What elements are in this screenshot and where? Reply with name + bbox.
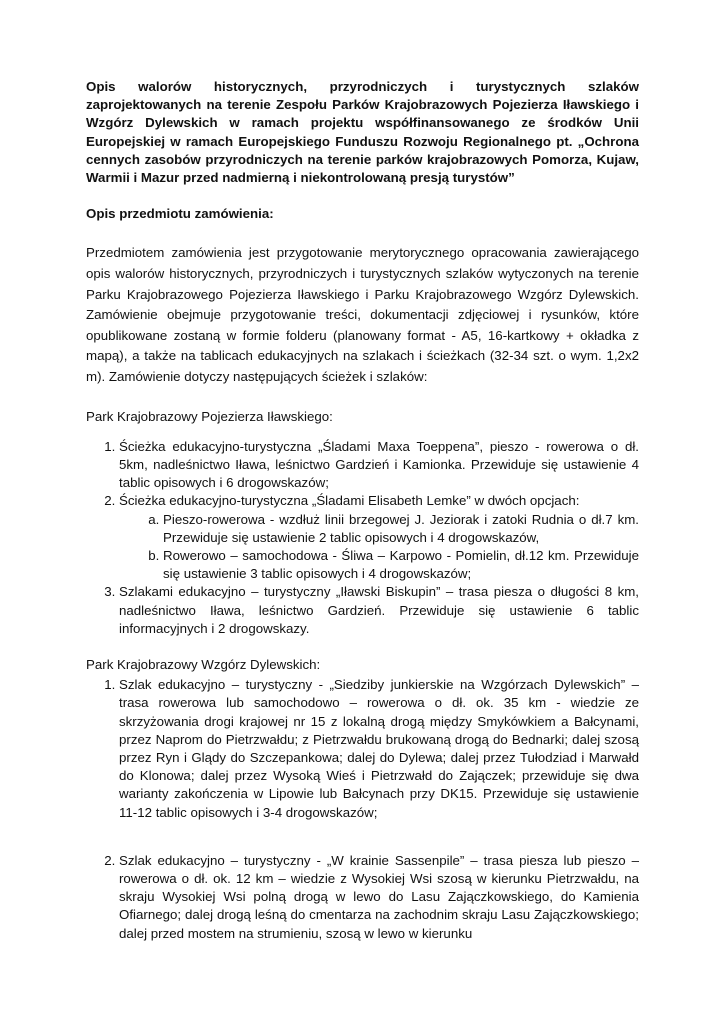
order-description-heading: Opis przedmiotu zamówienia: (86, 206, 274, 222)
sub-list-item-text: Rowerowo – samochodowa - Śliwa – Karpowo - Pomielin, dł.12 km. Przewiduje się ustawienie 3 tablic opisowych i 4 drogowskazów; (163, 548, 639, 582)
ilawa-trail-list (86, 438, 639, 638)
dylewo-trail-list (86, 676, 639, 943)
list-item (119, 438, 639, 493)
list-item-text: Ścieżka edukacyjno-turystyczna „Śladami Elisabeth Lemke” w dwóch opcjach: (119, 493, 580, 509)
list-item (119, 492, 639, 583)
sub-list-item-text: Pieszo-rowerowa - wzdłuż linii brzegowej J. Jeziorak i zatoki Rudnia o dł.7 km. Przewiduje się ustawienie 2 tablic opisowych i 4 drogowskazów, (163, 511, 639, 545)
list-item (119, 676, 639, 822)
section-heading-ilawa: Park Krajobrazowy Pojezierza Iławskiego: (86, 408, 333, 424)
list-item (119, 583, 639, 638)
document-title: Opis walorów historycznych, przyrodniczych i turystycznych szlaków zaprojektowanych na terenie Zespołu Parków Krajobrazowych Pojezierza Iławskiego i Wzgórz Dylewskich w ramach projektu współfinansowanego ze środków Unii Europejskiej w ramach Europejskiego Funduszu Rozwoju Regionalnego pt. „Ochrona cennych zasobów przyrodniczych na terenie parków krajobrazowych Pomorza, Kujaw, Warmii i Mazur przed nadmierną i niekontrolowaną presją turystów” (86, 79, 639, 186)
list-item-text: Szlakami edukacyjno – turystyczny „Iławski Biskupin” – trasa piesza o długości 8 km, nadleśnictwo Iława, leśnictwo Gardzień. Przewiduje się ustawienie 6 tablic informacyjnych i 2 drogowskazy. (119, 584, 639, 636)
list-item-text: Ścieżka edukacyjno-turystyczna „Śladami Maxa Toeppena”, pieszo - rowerowa o dł. 5km, nadleśnictwo Iława, leśnictwo Gardzień i Kamionka. Przewiduje się ustawienie 4 tablic opisowych i 6 drogowskazów; (119, 438, 639, 491)
sub-list-item (163, 511, 639, 547)
list-item-text: Szlak edukacyjno – turystyczny - „Siedziby junkierskie na Wzgórzach Dylewskich” – trasa rowerowa lub samochodowo – rowerowa o dł. ok. 35 km - wiedzie ze skrzyżowania drogi krajowej nr 15 z lokalną drogą między Smykówkiem a Bałcynami, przez Naprom do Pietrzwałdu; z Pietrzwałdu brukowaną drogą do Bednarki; dalej szosą przez Ryn i Glądy do Szczepankowa; dalej do Dylewa; dalej przez Tułodziad i Marwałd do Klonowa; dalej przez Wysoką Wieś i Pietrzwałd do Zajączek; przewiduje się dwa warianty zakończenia w Lipowie lub Bałcynach przy DK15. Przewiduje się ustawienie 11-12 tablic opisowych i 3-4 drogowskazów; (119, 677, 639, 820)
section-heading-dylewo: Park Krajobrazowy Wzgórz Dylewskich: (86, 657, 321, 673)
list-item-text: Szlak edukacyjno – turystyczny - „W krainie Sassenpile” – trasa piesza lub pieszo – rowerowa o dł. ok. 12 km – wiedzie z Wysokiej Wsi szosą w kierunku Pietrzwałdu, na skraju Wysokiej Wsi polną drogą w lewo do Lasu Zajączkowskiego, do Kamienia Ofiarnego; dalej drogą leśną do cmentarza na zachodnim skraju Lasu Zajączkowskiego; dalej przed mostem na strumieniu, szosą w lewo w kierunku (119, 852, 639, 941)
sub-option-list (119, 511, 639, 584)
list-item (119, 852, 639, 943)
intro-paragraph: Przedmiotem zamówienia jest przygotowanie merytorycznego opracowania zawierającego opis walorów historycznych, przyrodniczych i turystycznych szlaków wytyczonych na terenie Parku Krajobrazowego Pojezierza Iławskiego i Parku Krajobrazowego Wzgórz Dylewskich. Zamówienie obejmuje przygotowanie treści, dokumentacji zdjęciowej i rysunków, które opublikowane zostaną w formie folderu (planowany format - A5, 16-kartkowy + okładka z mapą), a także na tablicach edukacyjnych na szlakach i ścieżkach (32-34 szt. o wym. 1,2x2 m). Zamówienie dotyczy następujących ścieżek i szlaków: (86, 245, 639, 384)
document-page (86, 78, 639, 943)
sub-list-item (163, 547, 639, 583)
